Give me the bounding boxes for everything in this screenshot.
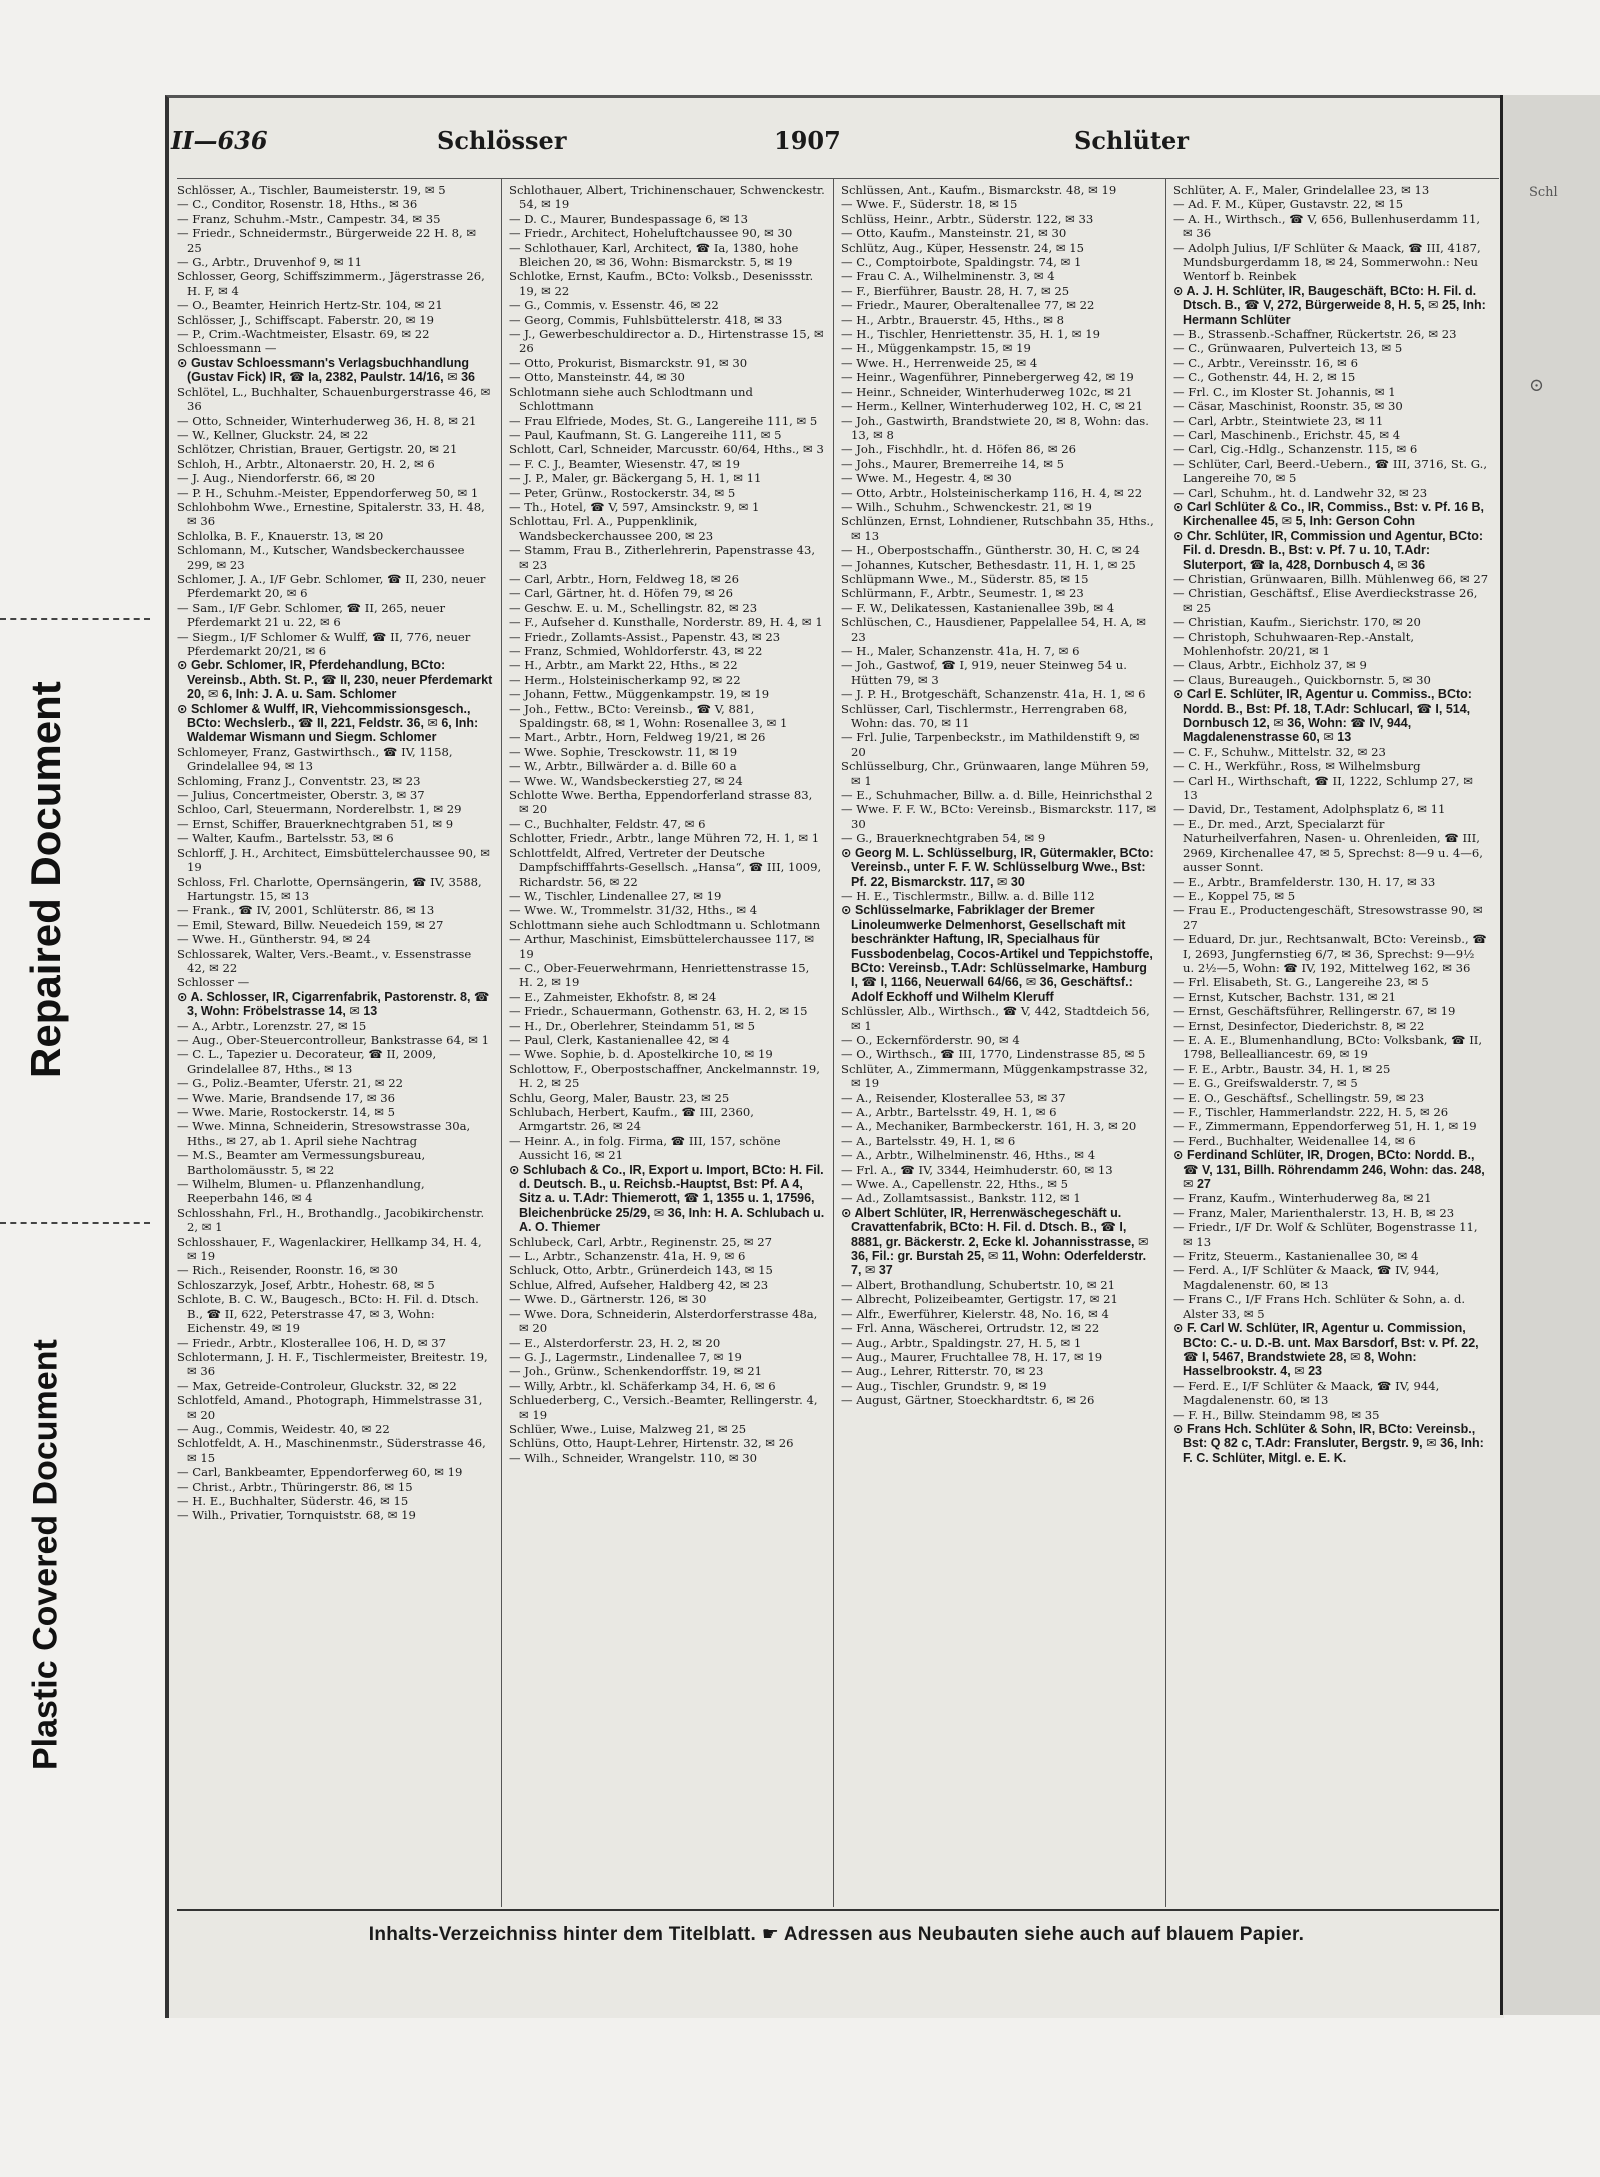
header-first-entry: Schlösser [437, 126, 567, 155]
directory-entry: — Franz, Schuhm.-Mstr., Campestr. 34, ✉ 35 [177, 211, 441, 226]
directory-entry: — B., Strassenb.-Schaffner, Rückertstr. 26, ✉ 23 [1173, 327, 1457, 342]
directory-entry: Schlüsselburg, Chr., Grünwaaren, lange Mühren 59, ✉ 1 [841, 759, 1150, 788]
directory-entry: Schlüschen, C., Hausdiener, Pappelallee 54, H. A, ✉ 23 [841, 615, 1146, 644]
directory-entry: — O., Wirthsch., ☎ III, 1770, Lindenstrasse 85, ✉ 5 [841, 1047, 1146, 1062]
directory-entry: — E. A. E., Blumenhandlung, BCto: Volksbank, ☎ II, 1798, Bellealliancestr. 69, ✉ 19 [1173, 1032, 1483, 1062]
directory-entry: — Otto, Kaufm., Mansteinstr. 21, ✉ 30 [841, 226, 1067, 241]
directory-entry: — H., Müggenkampstr. 15, ✉ 19 [841, 341, 1031, 356]
directory-entry: — Emil, Steward, Billw. Neuedeich 159, ✉ 27 [177, 917, 444, 932]
directory-entry: Schlösser, A., Tischler, Baumeisterstr. 19, ✉ 5 [177, 183, 446, 197]
directory-entry: — Otto, Mansteinstr. 44, ✉ 30 [509, 370, 685, 385]
directory-entry: — E., Schuhmacher, Billw. a. d. Bille, Heinrichsthal 2 [841, 788, 1153, 803]
directory-entry: — Wwe. D., Gärtnerstr. 126, ✉ 30 [509, 1292, 707, 1307]
directory-entry: ⊙ Carl E. Schlüter, IR, Agentur u. Commiss., BCto: Nordd. B., Bst: Pf. 18, T.Adr: Schlucarl, ☎ I, 514, Dornbusch 12, ✉ 36, Wohn: ☎ IV, 944, Magdalenenstrasse 60, ✉ 13 [1173, 687, 1472, 745]
directory-entry: Schloss, Frl. Charlotte, Opernsängerin, ☎ IV, 3588, Hartungstr. 15, ✉ 13 [177, 874, 482, 903]
directory-entry: — August, Gärtner, Stoeckhardtstr. 6, ✉ 26 [841, 1393, 1095, 1408]
directory-entry: — C., Gothenstr. 44, H. 2, ✉ 15 [1173, 370, 1356, 385]
directory-entry: — Peter, Grünw., Rostockerstr. 34, ✉ 5 [509, 485, 736, 500]
directory-entry: — L., Arbtr., Schanzenstr. 41a, H. 9, ✉ 6 [509, 1249, 746, 1264]
directory-entry: — A., Arbtr., Bartelsstr. 49, H. 1, ✉ 6 [841, 1105, 1057, 1119]
directory-entry: — M.S., Beamter am Vermessungsbureau, Bartholomäusstr. 5, ✉ 22 [177, 1148, 426, 1177]
directory-entry: — H., Arbtr., am Markt 22, Hths., ✉ 22 [509, 658, 738, 673]
directory-entry: — Arthur, Maschinist, Eimsbüttelerchaussee 117, ✉ 19 [509, 932, 815, 961]
entry-columns [177, 178, 1499, 1911]
directory-entry: — Wwe. M., Hegestr. 4, ✉ 30 [841, 471, 1012, 486]
directory-entry: — Ernst, Geschäftsführer, Rellingerstr. 67, ✉ 19 [1173, 1004, 1456, 1019]
directory-entry: Schlomann, M., Kutscher, Wandsbeckerchaussee 299, ✉ 23 [177, 543, 465, 572]
directory-entry: ⊙ Ferdinand Schlüter, IR, Drogen, BCto: Nordd. B., ☎ V, 131, Billh. Röhrendamm 246, Wohn: das. 248, ✉ 27 [1173, 1148, 1485, 1192]
next-page-marker: ⊙ [1529, 375, 1545, 396]
directory-entry: — Herm., Kellner, Winterhuderweg 102, H. C, ✉ 21 [841, 399, 1143, 414]
directory-entry: — Friedr., Schneidermstr., Bürgerweide 22 H. 8, ✉ 25 [177, 226, 477, 255]
directory-entry: — Paul, Kaufmann, St. G. Langereihe 111, ✉ 5 [509, 427, 782, 442]
directory-entry: — H., Tischler, Henriettenstr. 35, H. 1, ✉ 19 [841, 327, 1100, 342]
plastic-covered-document-label: Plastic Covered Document [26, 1339, 65, 1771]
directory-entry: — Frl. Julie, Tarpenbeckstr., im Mathildenstift 9, ✉ 20 [841, 730, 1140, 759]
directory-entry: — Christoph, Schuhwaaren-Rep.-Anstalt, Mohlenhofstr. 20/21, ✉ 1 [1173, 629, 1415, 658]
directory-entry: — Friedr., I/F Dr. Wolf & Schlüter, Bogenstrasse 11, ✉ 13 [1173, 1220, 1478, 1249]
directory-entry: — C., Comptoirbote, Spaldingstr. 74, ✉ 1 [841, 255, 1082, 270]
directory-entry: Schlotke, Ernst, Kaufm., BCto: Volksb., Desenissstr. 19, ✉ 22 [509, 269, 814, 298]
directory-entry: — Ad., Zollamtsassist., Bankstr. 112, ✉ 1 [841, 1191, 1081, 1206]
directory-entry: — Frank., ☎ IV, 2001, Schlüterstr. 86, ✉ 13 [177, 903, 435, 918]
directory-entry: Schlotmann siehe auch Schlodtmann und Schlottmann [509, 384, 753, 414]
directory-entry: — Carl, Cig.-Hdlg., Schanzenstr. 115, ✉ 6 [1173, 442, 1418, 457]
directory-entry: — D. C., Maurer, Bundespassage 6, ✉ 13 [509, 211, 749, 226]
directory-entry: — Heinr., Wagenführer, Pinnebergerweg 42, ✉ 19 [841, 370, 1134, 385]
directory-entry: — Aug., Ober-Steuercontrolleur, Bankstrasse 64, ✉ 1 [177, 1032, 490, 1047]
directory-entry: Schlüns, Otto, Haupt-Lehrer, Hirtenstr. 32, ✉ 26 [509, 1436, 794, 1451]
directory-entry: — Friedr., Arbtr., Klosterallee 106, H. D, ✉ 37 [177, 1335, 446, 1350]
directory-entry: — Frans C., I/F Frans Hch. Schlüter & Sohn, a. d. Alster 33, ✉ 5 [1173, 1292, 1466, 1321]
directory-entry: — Christ., Arbtr., Thüringerstr. 86, ✉ 15 [177, 1479, 413, 1494]
directory-entry: — Christian, Grünwaaren, Billh. Mühlenweg 66, ✉ 27 [1173, 571, 1489, 586]
directory-entry: — Friedr., Zollamts-Assist., Papenstr. 43, ✉ 23 [509, 629, 781, 644]
directory-entry: — Aug., Commis, Weidestr. 40, ✉ 22 [177, 1421, 390, 1436]
directory-entry: — G., Arbtr., Druvenhof 9, ✉ 11 [177, 255, 363, 270]
column-3 [841, 183, 1157, 1898]
directory-entry: — H. E., Buchhalter, Süderstr. 46, ✉ 15 [177, 1493, 409, 1508]
directory-entry: — Friedr., Architect, Hoheluftchaussee 90, ✉ 30 [509, 226, 793, 241]
directory-entry: — Geschw. E. u. M., Schellingstr. 82, ✉ 23 [509, 600, 758, 615]
next-page-fragment: Schl [1529, 185, 1558, 200]
directory-entry: — C., Arbtr., Vereinsstr. 16, ✉ 6 [1173, 355, 1358, 370]
directory-entry: — Claus, Arbtr., Eichholz 37, ✉ 9 [1173, 658, 1367, 673]
directory-entry: Schlütz, Aug., Küper, Hessenstr. 24, ✉ 15 [841, 240, 1085, 255]
directory-entry: — Joh., Gastwof, ☎ I, 919, neuer Steinweg 54 u. Hütten 79, ✉ 3 [841, 658, 1127, 687]
directory-entry: — Claus, Bureaugeh., Quickbornstr. 5, ✉ 30 [1173, 672, 1431, 687]
repaired-document-label: Repaired Document [22, 681, 69, 1079]
directory-entry: — David, Dr., Testament, Adolphsplatz 6, ✉ 11 [1173, 802, 1446, 817]
directory-entry: ⊙ F. Carl W. Schlüter, IR, Agentur u. Commission, BCto: C.- u. D.-B. unt. Max Barsdorf, Bst: v. Pf. 22, ☎ I, 5467, Brandstwiete 28, ✉ 8, Wohn: Hasselbrookstr. 4, ✉ 23 [1173, 1321, 1479, 1379]
directory-entry: — Ferd. A., I/F Schlüter & Maack, ☎ IV, 944, Magdalenenstr. 60, ✉ 13 [1173, 1263, 1440, 1292]
directory-entry: Schlüss, Heinr., Arbtr., Süderstr. 122, ✉ 33 [841, 211, 1094, 226]
directory-entry: — Wwe. H., Güntherstr. 94, ✉ 24 [177, 932, 371, 947]
directory-entry: — Otto, Prokurist, Bismarckstr. 91, ✉ 30 [509, 355, 748, 370]
directory-entry: — Frau Elfriede, Modes, St. G., Langereihe 111, ✉ 5 [509, 413, 818, 428]
directory-entry: — Christian, Kaufm., Sierichstr. 170, ✉ 20 [1173, 615, 1421, 630]
directory-entry: — Joh., Gastwirth, Brandstwiete 20, ✉ 8, Wohn: das. 13, ✉ 8 [841, 413, 1149, 442]
directory-entry: — E., Zahmeister, Ekhofstr. 8, ✉ 24 [509, 989, 717, 1004]
directory-entry: — G., Commis, v. Essenstr. 46, ✉ 22 [509, 298, 719, 313]
directory-entry: — Johannes, Kutscher, Bethesdastr. 11, H. 1, ✉ 25 [841, 557, 1136, 572]
directory-entry: — A., Mechaniker, Barmbeckerstr. 161, H. 3, ✉ 20 [841, 1119, 1137, 1134]
directory-entry: — F. W., Delikatessen, Kastanienallee 39b, ✉ 4 [841, 600, 1115, 615]
directory-entry: — Herm., Holsteinischerkamp 92, ✉ 22 [509, 672, 741, 687]
directory-entry: — Wwe. Dora, Schneiderin, Alsterdorferstrasse 48a, ✉ 20 [509, 1306, 818, 1336]
directory-entry: — J. P. H., Brotgeschäft, Schanzenstr. 41a, H. 1, ✉ 6 [841, 687, 1146, 702]
directory-entry: Schloessmann — [177, 341, 277, 356]
directory-entry: — Wilh., Privatier, Tornquiststr. 68, ✉ 19 [177, 1508, 416, 1523]
directory-entry: — Ernst, Desinfector, Diederichstr. 8, ✉ 22 [1173, 1018, 1425, 1033]
directory-entry: Schlossarek, Walter, Vers.-Beamt., v. Essenstrasse 42, ✉ 22 [177, 946, 472, 975]
directory-entry: Schlosshauer, F., Wagenlackirer, Hellkamp 34, H. 4, ✉ 19 [177, 1234, 482, 1264]
directory-entry: — A. H., Wirthsch., ☎ V, 656, Bullenhuserdamm 11, ✉ 36 [1173, 211, 1481, 241]
directory-entry: — Frau C. A., Wilhelminenstr. 3, ✉ 4 [841, 269, 1055, 284]
directory-entry: — F., Zimmermann, Eppendorferweg 51, H. 1, ✉ 19 [1173, 1119, 1477, 1134]
directory-entry: — Friedr., Maurer, Oberaltenallee 77, ✉ 22 [841, 298, 1095, 313]
directory-entry: — Eduard, Dr. jur., Rechtsanwalt, BCto: Vereinsb., ☎ I, 2693, Jungfernstieg 6/7, ✉ 36, Sprechst: 9—9½ u. 2½—5, Wohn: ☎ IV, 192, Mittelweg 162, ✉ 36 [1173, 932, 1487, 975]
page-header [169, 126, 1504, 160]
directory-entry: — Otto, Schneider, Winterhuderweg 36, H. 8, ✉ 21 [177, 413, 477, 428]
directory-entry: — Alfr., Ewerführer, Kielerstr. 48, No. 16, ✉ 4 [841, 1306, 1109, 1321]
directory-entry: — G., Poliz.-Beamter, Uferstr. 21, ✉ 22 [177, 1076, 404, 1091]
directory-entry: ⊙ Albert Schlüter, IR, Herrenwäschegeschäft u. Cravattenfabrik, BCto: H. Fil. d. Dtsch. B., ☎ I, 8881, gr. Bäckerstr. 2, Ecke kl. Johannisstrasse, ✉ 36, Fil.: gr. Burstah 25, ✉ 11, Wohn: Oderfelderstr. 7, ✉ 37 [841, 1205, 1149, 1278]
directory-entry: Schlotter, Friedr., Arbtr., lange Mühren 72, H. 1, ✉ 1 [509, 831, 820, 846]
directory-entry: — Aug., Maurer, Fruchtallee 78, H. 17, ✉ 19 [841, 1349, 1103, 1364]
directory-entry: — H., Arbtr., Brauerstr. 45, Hths., ✉ 8 [841, 312, 1064, 327]
directory-entry: — A., Arbtr., Wilhelminenstr. 46, Hths., ✉ 4 [841, 1148, 1096, 1163]
directory-entry: — Heinr., Schneider, Winterhuderweg 102c, ✉ 21 [841, 384, 1133, 399]
directory-entry: — F., Tischler, Hammerlandstr. 222, H. 5, ✉ 26 [1173, 1105, 1449, 1119]
directory-entry: — Wwe. F., Süderstr. 18, ✉ 15 [841, 197, 1018, 212]
directory-entry: — F., Aufseher d. Kunsthalle, Norderstr. 89, H. 4, ✉ 1 [509, 615, 823, 630]
directory-entry: Schlotfeldt, A. H., Maschinenmstr., Süderstrasse 46, ✉ 15 [177, 1436, 486, 1465]
directory-entry: Schlüter, A., Zimmermann, Müggenkampstrasse 32, ✉ 19 [841, 1061, 1148, 1091]
directory-entry: — Johs., Maurer, Bremerreihe 14, ✉ 5 [841, 456, 1065, 471]
directory-entry: Schlosshahn, Frl., H., Brothandlg., Jacobikirchenstr. 2, ✉ 1 [177, 1205, 485, 1235]
directory-entry: — Frau E., Productengeschäft, Stresowstrasse 90, ✉ 27 [1173, 903, 1483, 932]
directory-entry: — Wilh., Schneider, Wrangelstr. 110, ✉ 30 [509, 1450, 757, 1465]
directory-entry: Schlottmann siehe auch Schlodtmann u. Schlotmann [509, 917, 821, 932]
directory-entry: — Adolph Julius, I/F Schlüter & Maack, ☎ III, 4187, Mundsburgerdamm 18, ✉ 24, Sommerwohn.: Neu Wentorf b. Reinbek [1173, 240, 1481, 284]
directory-entry: — Rich., Reisender, Roonstr. 16, ✉ 30 [177, 1263, 398, 1278]
directory-entry: ⊙ Gustav Schloessmann's Verlagsbuchhandlung (Gustav Fick) IR, ☎ Ia, 2382, Paulstr. 14/16, ✉ 36 [177, 355, 475, 385]
directory-entry: — Wwe. Marie, Rostockerstr. 14, ✉ 5 [177, 1105, 395, 1119]
directory-entry: ⊙ Chr. Schlüter, IR, Commission und Agentur, BCto: Fil. d. Dresdn. B., Bst: v. Pf. 7 u. 10, T.Adr: Sluterport, ☎ Ia, 428, Dornbusch 4, ✉ 36 [1173, 528, 1484, 572]
directory-entry: ⊙ Schlomer & Wulff, IR, Viehcommissionsgesch., BCto: Wechslerb., ☎ II, 221, Feldstr. 36, ✉ 6, Inh: Waldemar Wismann und Siegm. Schlomer [177, 701, 479, 745]
directory-entry: Schlüer, Wwe., Luise, Malzweg 21, ✉ 25 [509, 1421, 747, 1436]
directory-entry: — Franz, Schmied, Wohldorferstr. 43, ✉ 22 [509, 644, 763, 658]
directory-entry: — Wwe. W., Wandsbeckerstieg 27, ✉ 24 [509, 773, 743, 788]
directory-entry: — Carl, Maschinenb., Erichstr. 45, ✉ 4 [1173, 427, 1401, 442]
directory-entry: — Ernst, Schiffer, Brauerknechtgraben 51, ✉ 9 [177, 816, 454, 831]
directory-entry: — Wwe. A., Capellenstr. 22, Hths., ✉ 5 [841, 1177, 1068, 1192]
directory-entry: — G., Brauerknechtgraben 54, ✉ 9 [841, 831, 1046, 846]
directory-entry: Schlüter, A. F., Maler, Grindelallee 23, ✉ 13 [1173, 183, 1430, 197]
column-2 [509, 183, 825, 1898]
directory-entry: Schlolka, B. F., Knauerstr. 13, ✉ 20 [177, 528, 384, 543]
page-number: II—636 [171, 126, 268, 155]
directory-entry: ⊙ A. J. H. Schlüter, IR, Baugeschäft, BCto: H. Fil. d. Dtsch. B., ☎ V, 272, Bürgerweide 8, H. 5, ✉ 25, Inh: Hermann Schlüter [1173, 283, 1486, 327]
directory-entry: ⊙ Schlubach & Co., IR, Export u. Import, BCto: H. Fil. d. Deutsch. B., u. Reichsb.-Hauptst, Bst: Pf. A 4, Sitz a. u. T.Adr: Thiemerott, ☎ 1, 1355 u. 1, 17596, Bleichenbrücke 25/29, ✉ 36, Inh: H. A. Schlubach u. A. O. Thiemer [509, 1162, 825, 1235]
directory-entry: Schlotte Wwe. Bertha, Eppendorferland strasse 83, ✉ 20 [509, 788, 813, 817]
directory-entry: — Johann, Fettw., Müggenkampstr. 19, ✉ 19 [509, 687, 770, 702]
directory-entry: Schlosser — [177, 975, 250, 990]
directory-entry: — Ferd. E., I/F Schlüter & Maack, ☎ IV, 944, Magdalenenstr. 60, ✉ 13 [1173, 1378, 1440, 1408]
directory-entry: Schlue, Alfred, Aufseher, Haldberg 42, ✉ 23 [509, 1277, 769, 1292]
directory-entry: — J. P., Maler, gr. Bäckergang 5, H. 1, ✉ 11 [509, 471, 762, 486]
divider-dashed-bottom [0, 1222, 150, 1224]
directory-entry: — A., Bartelsstr. 49, H. 1, ✉ 6 [841, 1133, 1016, 1148]
directory-entry: — Carl, Gärtner, ht. d. Höfen 79, ✉ 26 [509, 586, 733, 601]
directory-entry: — Joh., Fischhdlr., ht. d. Höfen 86, ✉ 26 [841, 442, 1076, 457]
directory-entry: — E., Alsterdorferstr. 23, H. 2, ✉ 20 [509, 1335, 721, 1350]
directory-entry: — Aug., Arbtr., Spaldingstr. 27, H. 5, ✉ 1 [841, 1335, 1082, 1350]
directory-entry: Schlüsser, Carl, Tischlermstr., Herrengraben 68, Wohn: das. 70, ✉ 11 [841, 701, 1128, 731]
directory-entry: — Aug., Lehrer, Ritterstr. 70, ✉ 23 [841, 1364, 1044, 1379]
directory-entry: Schlüssen, Ant., Kaufm., Bismarckstr. 48, ✉ 19 [841, 183, 1117, 197]
directory-entry: — Fritz, Steuerm., Kastanienallee 30, ✉ 4 [1173, 1249, 1419, 1264]
directory-entry: — Franz, Maler, Marienthalerstr. 13, H. B, ✉ 23 [1173, 1205, 1455, 1220]
directory-entry: Schlu, Georg, Maler, Baustr. 23, ✉ 25 [509, 1090, 730, 1105]
page-footer-note: Inhalts-Verzeichniss hinter dem Titelblatt. ☛ Adressen aus Neubauten siehe auch auf blauem Papier. [368, 1924, 1305, 1945]
directory-entry: — Cäsar, Maschinist, Roonstr. 35, ✉ 30 [1173, 399, 1403, 414]
directory-entry: — Paul, Clerk, Kastanienallee 42, ✉ 4 [509, 1032, 730, 1047]
directory-entry: — C. F., Schuhw., Mittelstr. 32, ✉ 23 [1173, 744, 1386, 759]
directory-entry: ⊙ Frans Hch. Schlüter & Sohn, IR, BCto: Vereinsb., Bst: Q 82 c, T.Adr: Fransluter, Bergstr. 9, ✉ 36, Inh: F. C. Schlüter, Mitgl. e. E. K. [1173, 1421, 1484, 1465]
directory-entry: — J. Aug., Niendorferstr. 66, ✉ 20 [177, 471, 376, 486]
column-4 [1173, 183, 1489, 1898]
directory-entry: — E., Koppel 75, ✉ 5 [1173, 888, 1296, 903]
directory-entry: — C., Buchhalter, Feldstr. 47, ✉ 6 [509, 816, 706, 831]
directory-entry: — Albrecht, Polizeibeamter, Gertigstr. 17, ✉ 21 [841, 1292, 1118, 1307]
directory-entry: — Frl. Anna, Wäscherei, Ortrudstr. 12, ✉ 22 [841, 1321, 1100, 1336]
directory-entry: — E. G., Greifswalderstr. 7, ✉ 5 [1173, 1076, 1358, 1091]
directory-entry: Schlottow, F., Oberpostschaffner, Anckelmannstr. 19, H. 2, ✉ 25 [509, 1061, 820, 1091]
directory-entry: Schlomeyer, Franz, Gastwirthsch., ☎ IV, 1158, Grindelallee 94, ✉ 13 [177, 744, 453, 774]
directory-entry: ⊙ A. Schlosser, IR, Cigarrenfabrik, Pastorenstr. 8, ☎ 3, Wohn: Fröbelstrasse 14, ✉ 13 [177, 989, 490, 1019]
directory-entry: — C., Grünwaaren, Pulverteich 13, ✉ 5 [1173, 341, 1403, 356]
directory-entry: — Joh., Fettw., BCto: Vereinsb., ☎ V, 881, Spaldingstr. 68, ✉ 1, Wohn: Rosenallee 3, ✉ 1 [509, 701, 788, 731]
directory-entry: — Carl, Arbtr., Horn, Feldweg 18, ✉ 26 [509, 571, 740, 586]
directory-entry: — Stamm, Frau B., Zitherlehrerin, Papenstrasse 43, ✉ 23 [509, 543, 816, 572]
directory-entry: — J., Gewerbeschuldirector a. D., Hirtenstrasse 15, ✉ 26 [509, 327, 824, 356]
header-year: 1907 [774, 126, 841, 155]
divider-dashed-top [0, 618, 150, 620]
directory-entry: — H., Oberpostschaffn., Güntherstr. 30, H. C, ✉ 24 [841, 543, 1140, 558]
directory-entry: — Albert, Brothandlung, Schubertstr. 10, ✉ 21 [841, 1277, 1115, 1292]
directory-entry: — Frl. A., ☎ IV, 3344, Heimhuderstr. 60, ✉ 13 [841, 1162, 1113, 1177]
directory-entry: — Wwe. Minna, Schneiderin, Stresowstrasse 30a, Hths., ✉ 27, ab 1. April siehe Nachtrag [177, 1119, 471, 1148]
directory-entry: — Willy, Arbtr., kl. Schäferkamp 34, H. 6, ✉ 6 [509, 1378, 776, 1393]
directory-entry: Schlosser, Georg, Schiffszimmerm., Jägerstrasse 26, H. F, ✉ 4 [177, 269, 485, 298]
directory-page [165, 95, 1504, 2018]
directory-entry: — Wwe. Sophie, b. d. Apostelkirche 10, ✉ 19 [509, 1047, 773, 1062]
directory-entry: Schlotfeld, Amand., Photograph, Himmelstrasse 31, ✉ 20 [177, 1393, 483, 1422]
directory-entry: — O., Eckernförderstr. 90, ✉ 4 [841, 1032, 1020, 1047]
directory-entry: — Otto, Arbtr., Holsteinischerkamp 116, H. 4, ✉ 22 [841, 485, 1143, 500]
directory-entry: Schlottfeldt, Alfred, Vertreter der Deutsche Dampfschifffahrts-Gesellsch. „Hansa“, ☎ III, 1009, Richardstr. 56, ✉ 22 [509, 845, 822, 889]
directory-entry: — P. H., Schuhm.-Meister, Eppendorferweg 50, ✉ 1 [177, 485, 479, 500]
directory-entry: — H., Maler, Schanzenstr. 41a, H. 7, ✉ 6 [841, 644, 1080, 658]
directory-entry: — Ernst, Kutscher, Bachstr. 131, ✉ 21 [1173, 989, 1396, 1004]
directory-entry: — C., Conditor, Rosenstr. 18, Hths., ✉ 36 [177, 197, 418, 212]
directory-entry: Schlösser, J., Schiffscapt. Faberstr. 20, ✉ 19 [177, 312, 434, 327]
directory-entry: Schlohbohm Wwe., Ernestine, Spitalerstr. 33, H. 48, ✉ 36 [177, 499, 485, 529]
directory-entry: — H. E., Tischlermstr., Billw. a. d. Bille 112 [841, 888, 1095, 903]
directory-entry: — Siegm., I/F Schlomer & Wulff, ☎ II, 776, neuer Pferdemarkt 20/21, ✉ 6 [177, 629, 471, 658]
directory-entry: — Max, Getreide-Controleur, Gluckstr. 32, ✉ 22 [177, 1378, 457, 1393]
directory-entry: — C. H., Werkführ., Ross, ✉ Wilhelmsburg [1173, 759, 1421, 774]
directory-entry: Schloh, H., Arbtr., Altonaerstr. 20, H. 2, ✉ 6 [177, 456, 435, 471]
directory-entry: — Aug., Tischler, Grundstr. 9, ✉ 19 [841, 1378, 1047, 1393]
directory-entry: Schlüssler, Alb., Wirthsch., ☎ V, 442, Stadtdeich 56, ✉ 1 [841, 1004, 1150, 1033]
directory-entry: — Christian, Geschäftsf., Elise Averdieckstrasse 26, ✉ 25 [1173, 586, 1478, 615]
directory-entry: — W., Kellner, Gluckstr. 24, ✉ 22 [177, 427, 369, 442]
directory-entry: — P., Crim.-Wachtmeister, Elsastr. 69, ✉ 22 [177, 327, 430, 342]
directory-entry: Schlünzen, Ernst, Lohndiener, Rutschbahn 35, Hths., ✉ 13 [841, 514, 1154, 543]
directory-entry: — F. H., Billw. Steindamm 98, ✉ 35 [1173, 1407, 1380, 1422]
directory-entry: — Wilh., Schuhm., Schwenckestr. 21, ✉ 19 [841, 499, 1092, 514]
directory-entry: — C. L., Tapezier u. Decorateur, ☎ II, 2009, Grindelallee 87, Hths., ✉ 13 [177, 1047, 437, 1076]
column-divider [1165, 179, 1166, 1907]
directory-entry: — Joh., Grünw., Schenkendorffstr. 19, ✉ 21 [509, 1364, 763, 1379]
directory-entry: Schlürmann, F., Arbtr., Seumestr. 1, ✉ 23 [841, 586, 1084, 601]
directory-entry: Schlothauer, Albert, Trichinenschauer, Schwenckestr. 54, ✉ 19 [509, 183, 825, 212]
directory-entry: — Ferd., Buchhalter, Weidenallee 14, ✉ 6 [1173, 1133, 1416, 1148]
directory-entry: Schlotermann, J. H. F., Tischlermeister, Breitestr. 19, ✉ 36 [177, 1349, 488, 1379]
directory-entry: ⊙ Georg M. L. Schlüsselburg, IR, Gütermakler, BCto: Vereinsb., unter F. F. W. Schlüsselburg Wwe., Bst: Pf. 22, Bismarckstr. 117, ✉ 30 [841, 845, 1154, 889]
directory-entry: Schlorff, J. H., Architect, Eimsbüttelerchaussee 90, ✉ 19 [177, 845, 491, 875]
directory-entry: — Friedr., Schauermann, Gothenstr. 63, H. 2, ✉ 15 [509, 1004, 808, 1019]
directory-entry: — Wwe. H., Herrenweide 25, ✉ 4 [841, 355, 1038, 370]
directory-entry: — Sam., I/F Gebr. Schlomer, ☎ II, 265, neuer Pferdemarkt 21 u. 22, ✉ 6 [177, 600, 446, 630]
directory-entry: — Carl, Bankbeamter, Eppendorferweg 60, ✉ 19 [177, 1465, 463, 1480]
directory-entry: — Schlüter, Carl, Beerd.-Uebern., ☎ III, 3716, St. G., Langereihe 70, ✉ 5 [1173, 456, 1488, 486]
directory-entry: — W., Arbtr., Billwärder a. d. Bille 60 a [509, 759, 737, 774]
directory-entry: — E., Dr. med., Arzt, Specialarzt für Naturheilverfahren, Nasen- u. Ohrenleiden, ☎ III, 2969, Kirchenallee 47, ✉ 5, Sprechst: 8—9 u. 4—6, ausser Sonnt. [1173, 816, 1483, 875]
directory-entry: — Frl. C., im Kloster St. Johannis, ✉ 1 [1173, 384, 1396, 399]
directory-entry: — Th., Hotel, ☎ V, 597, Amsinckstr. 9, ✉ 1 [509, 499, 760, 514]
directory-entry: — Ad. F. M., Küper, Gustavstr. 22, ✉ 15 [1173, 197, 1404, 212]
next-page-edge [1500, 95, 1600, 2015]
directory-entry: — F. E., Arbtr., Baustr. 34, H. 1, ✉ 25 [1173, 1061, 1391, 1076]
directory-entry: — G. J., Lagermstr., Lindenallee 7, ✉ 19 [509, 1349, 742, 1364]
directory-entry: Schlomer, J. A., I/F Gebr. Schlomer, ☎ II, 230, neuer Pferdemarkt 20, ✉ 6 [177, 571, 486, 601]
directory-entry: — H., Dr., Oberlehrer, Steindamm 51, ✉ 5 [509, 1018, 756, 1033]
directory-entry: Schlottau, Frl. A., Puppenklinik, Wandsbeckerchaussee 200, ✉ 23 [509, 514, 714, 543]
directory-entry: Schloo, Carl, Steuermann, Norderelbstr. 1, ✉ 29 [177, 802, 462, 817]
directory-entry: — Carl H., Wirthschaft, ☎ II, 1222, Schlump 27, ✉ 13 [1173, 773, 1473, 803]
directory-entry: — Mart., Arbtr., Horn, Feldweg 19/21, ✉ 26 [509, 730, 766, 745]
directory-entry: Schlötel, L., Buchhalter, Schauenburgerstrasse 46, ✉ 36 [177, 384, 491, 414]
directory-entry: Schloming, Franz J., Conventstr. 23, ✉ 23 [177, 773, 421, 788]
directory-entry: Schlubeck, Carl, Arbtr., Reginenstr. 25, ✉ 27 [509, 1234, 773, 1249]
column-divider [833, 179, 834, 1907]
directory-entry: — Walter, Kaufm., Bartelsstr. 53, ✉ 6 [177, 831, 394, 846]
directory-entry: — A., Reisender, Klosterallee 53, ✉ 37 [841, 1090, 1066, 1105]
directory-entry: ⊙ Schlüsselmarke, Fabriklager der Bremer Linoleumwerke Delmenhorst, Gesellschaft mit beschränkter Haftung, IR, Specialhaus für Fussbodenbelag, Cocos-Artikel und Teppichstoffe, BCto: Vereinsb., T.Adr: Schlüsselmarke, Hamburg I, ☎ I, 1166, Neuerwall 64/66, ✉ 36, Geschäftsf.: Adolf Eckhoff und Wilhelm Kleruff [841, 903, 1153, 1004]
directory-entry: — Franz, Kaufm., Winterhuderweg 8a, ✉ 21 [1173, 1191, 1432, 1206]
directory-entry: ⊙ Carl Schlüter & Co., IR, Commiss., Bst: v. Pf. 16 B, Kirchenallee 45, ✉ 5, Inh: Gerson Cohn [1173, 499, 1485, 529]
directory-entry: — C., Ober-Feuerwehrmann, Henriettenstrasse 15, H. 2, ✉ 19 [509, 960, 810, 990]
directory-entry: ⊙ Gebr. Schlomer, IR, Pferdehandlung, BCto: Vereinsb., Abth. St. P., ☎ II, 230, neuer Pferdemarkt 20, ✉ 6, Inh: J. A. u. Sam. Schlomer [177, 658, 493, 702]
directory-entry: — Schlothauer, Karl, Architect, ☎ Ia, 1380, hohe Bleichen 20, ✉ 36, Wohn: Bismarckstr. 5, ✉ 19 [509, 240, 799, 270]
directory-entry: Schlüpmann Wwe., M., Süderstr. 85, ✉ 15 [841, 571, 1089, 586]
directory-entry: — Wwe. Sophie, Tresckowstr. 11, ✉ 19 [509, 744, 738, 759]
directory-entry: — Wwe. W., Trommelstr. 31/32, Hths., ✉ 4 [509, 903, 758, 918]
directory-entry: — Wwe. F. F. W., BCto: Vereinsb., Bismarckstr. 117, ✉ 30 [841, 802, 1157, 831]
directory-entry: Schlote, B. C. W., Baugesch., BCto: H. Fil. d. Dtsch. B., ☎ II, 622, Peterstrasse 47, ✉ 3, Wohn: Eichenstr. 49, ✉ 19 [177, 1292, 479, 1336]
directory-entry: Schlötzer, Christian, Brauer, Gertigstr. 20, ✉ 21 [177, 442, 458, 457]
directory-entry: — E. O., Geschäftsf., Schellingstr. 59, ✉ 23 [1173, 1090, 1425, 1105]
directory-entry: Schluederberg, C., Versich.-Beamter, Rellingerstr. 4, ✉ 19 [509, 1393, 818, 1422]
directory-entry: — Heinr. A., in folg. Firma, ☎ III, 157, schöne Aussicht 16, ✉ 21 [509, 1133, 781, 1163]
directory-entry: Schlubach, Herbert, Kaufm., ☎ III, 2360, Armgartstr. 26, ✉ 24 [509, 1105, 754, 1134]
directory-entry: — E., Arbtr., Bramfelderstr. 130, H. 17, ✉ 33 [1173, 874, 1436, 889]
directory-entry: — Georg, Commis, Fuhlsbüttelerstr. 418, ✉ 33 [509, 312, 783, 327]
directory-entry: — O., Beamter, Heinrich Hertz-Str. 104, ✉ 21 [177, 298, 443, 313]
column-divider [501, 179, 502, 1907]
header-last-entry: Schlüter [1074, 126, 1189, 155]
directory-entry: — Carl, Schuhm., ht. d. Landwehr 32, ✉ 23 [1173, 485, 1428, 500]
directory-entry: — A., Arbtr., Lorenzstr. 27, ✉ 15 [177, 1018, 367, 1033]
directory-entry: — F., Bierführer, Baustr. 28, H. 7, ✉ 25 [841, 283, 1070, 298]
directory-entry: — W., Tischler, Lindenallee 27, ✉ 19 [509, 888, 722, 903]
directory-entry: — Julius, Concertmeister, Oberstr. 3, ✉ 37 [177, 788, 425, 803]
column-1 [177, 183, 493, 1898]
directory-entry: — Frl. Elisabeth, St. G., Langereihe 23, ✉ 5 [1173, 975, 1429, 990]
directory-entry: — Wilhelm, Blumen- u. Pflanzenhandlung, Reeperbahn 146, ✉ 4 [177, 1177, 425, 1206]
directory-entry: Schlott, Carl, Schneider, Marcusstr. 60/64, Hths., ✉ 3 [509, 442, 824, 457]
directory-entry: Schloszarzyk, Josef, Arbtr., Hohestr. 68, ✉ 5 [177, 1277, 435, 1292]
directory-entry: Schluck, Otto, Arbtr., Grünerdeich 143, ✉ 15 [509, 1263, 773, 1278]
directory-entry: — Carl, Arbtr., Steintwiete 23, ✉ 11 [1173, 413, 1384, 428]
directory-entry: — Wwe. Marie, Brandsende 17, ✉ 36 [177, 1090, 395, 1105]
directory-entry: — F. C. J., Beamter, Wiesenstr. 47, ✉ 19 [509, 456, 741, 471]
